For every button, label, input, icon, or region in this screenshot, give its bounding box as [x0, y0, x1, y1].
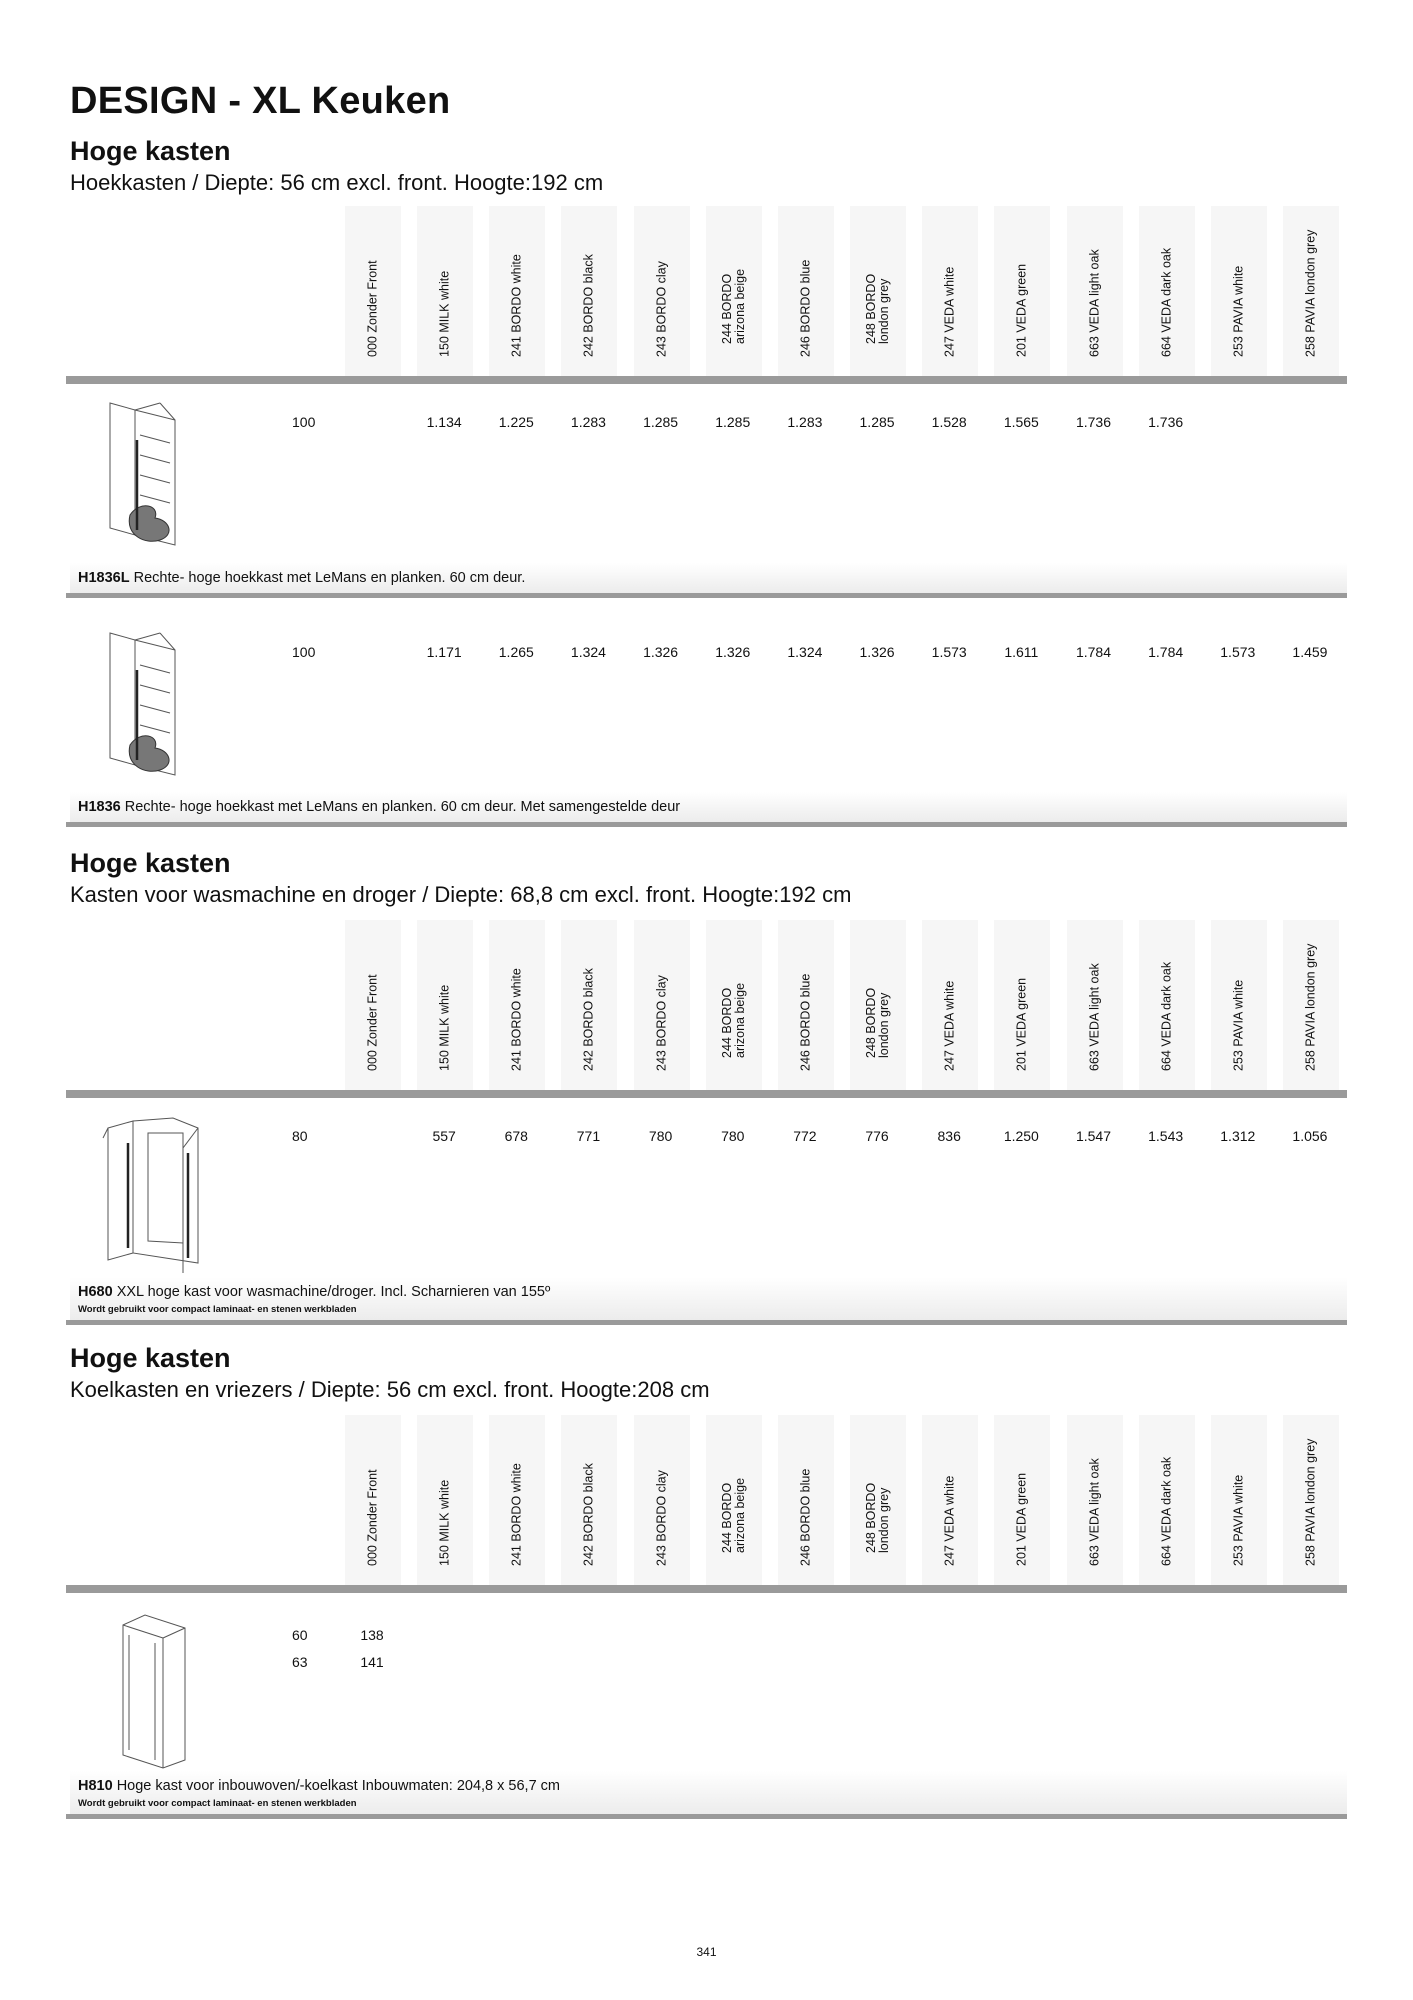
column-header — [634, 206, 690, 376]
column-header — [706, 920, 762, 1090]
column-header-line: 664 VEDA dark oak — [1159, 1456, 1174, 1566]
product-description — [78, 799, 680, 815]
product-description — [78, 1284, 550, 1300]
column-header — [1283, 206, 1339, 376]
laundry-cabinet-illustration — [98, 1113, 208, 1273]
price-cell: 1.312 — [1220, 1128, 1256, 1144]
price-cell: 771 — [576, 1128, 601, 1144]
price-cell: 678 — [504, 1128, 528, 1144]
price-cell: 1.285 — [859, 414, 895, 430]
corner-cabinet-illustration — [100, 630, 210, 785]
column-header-line: 258 PAVIA london grey — [1303, 1438, 1318, 1566]
column-header-label — [367, 974, 380, 1071]
column-header-label — [1160, 962, 1173, 1071]
column-header-label — [511, 1463, 524, 1566]
column-header — [922, 206, 978, 376]
column-header-line: 246 BORDO blue — [798, 1468, 813, 1566]
column-header-line: 663 VEDA light oak — [1087, 963, 1101, 1071]
column-header — [1139, 1415, 1195, 1585]
price-cell: 1.573 — [1220, 644, 1256, 660]
column-header — [850, 206, 906, 376]
column-header-line: 242 BORDO black — [581, 1463, 596, 1566]
column-header-line: london grey — [877, 278, 892, 344]
product-code: H680 — [78, 1284, 113, 1300]
column-header — [1067, 920, 1123, 1090]
section-subtitle: Hoekkasten / Diepte: 56 cm excl. front. Hoogte:192 cm — [70, 170, 604, 195]
product-description-band — [70, 792, 1347, 822]
column-header-label — [367, 260, 380, 357]
column-header-line: 201 VEDA green — [1014, 977, 1029, 1071]
header-divider — [66, 376, 1347, 384]
section-title: Hoge kasten — [70, 848, 231, 878]
column-header — [1283, 920, 1339, 1090]
column-header-label — [655, 261, 668, 357]
header-divider — [66, 1585, 1347, 1593]
column-header-line: 253 PAVIA white — [1231, 979, 1246, 1071]
column-header-line: 258 PAVIA london grey — [1303, 943, 1318, 1071]
column-header — [778, 1415, 834, 1585]
column-header — [778, 206, 834, 376]
product-note: Wordt gebruikt voor compact laminaat- en stenen werkbladen — [78, 1798, 357, 1809]
column-header — [489, 206, 545, 376]
price-cell: 1.459 — [1292, 644, 1328, 660]
column-header-label — [721, 1478, 747, 1553]
price-cell: 780 — [648, 1128, 673, 1144]
column-header — [417, 206, 473, 376]
column-header — [1211, 1415, 1267, 1585]
product-text: Hoge kast voor inbouwoven/-koelkast Inbouwmaten: 204,8 x 56,7 cm — [112, 1778, 561, 1794]
column-header-label — [1016, 978, 1029, 1071]
product-code: H1836L — [78, 570, 130, 586]
column-header-line: 241 BORDO white — [509, 968, 524, 1071]
column-header-line: 244 BORDO — [719, 273, 734, 344]
price-cell: 1.543 — [1148, 1128, 1184, 1144]
price-cell: 1.784 — [1148, 644, 1184, 660]
section-title: Hoge kasten — [70, 1343, 231, 1373]
column-header-line: london grey — [877, 992, 892, 1058]
column-header-line: 244 BORDO — [719, 1482, 734, 1553]
column-header — [1211, 920, 1267, 1090]
column-header-row — [0, 1415, 1413, 1585]
column-header-line: 000 Zonder Front — [365, 974, 380, 1071]
price-cell: 1.324 — [570, 644, 606, 660]
price-cell: 1.250 — [1003, 1128, 1039, 1144]
product-description-band — [70, 1771, 1347, 1814]
column-header-line: 201 VEDA green — [1014, 263, 1029, 357]
column-header-line: 241 BORDO white — [509, 1463, 524, 1566]
column-header-label — [439, 985, 452, 1071]
column-header-line: 258 PAVIA london grey — [1303, 229, 1318, 357]
column-header-label — [799, 260, 812, 357]
price-cell: 1.736 — [1148, 414, 1184, 430]
price-cell: 1.326 — [859, 644, 895, 660]
column-header — [994, 1415, 1050, 1585]
column-header — [922, 920, 978, 1090]
column-header — [706, 1415, 762, 1585]
column-header — [1211, 206, 1267, 376]
column-header-label — [1016, 1473, 1029, 1566]
column-header-label — [721, 269, 747, 344]
column-header-line: 243 BORDO clay — [654, 975, 669, 1071]
column-header-label — [1304, 944, 1317, 1071]
page-number: 341 — [696, 1945, 717, 1959]
product-text: XXL hoge kast voor wasmachine/droger. Incl. Scharnieren van 155º — [112, 1284, 551, 1300]
section-title: Hoge kasten — [70, 136, 231, 166]
column-header-line: 253 PAVIA white — [1231, 265, 1246, 357]
column-header — [994, 920, 1050, 1090]
column-header — [345, 1415, 401, 1585]
column-header-label — [944, 981, 957, 1071]
column-header-label — [799, 974, 812, 1071]
section-subtitle: Kasten voor wasmachine en droger / Diepte: 68,8 cm excl. front. Hoogte:192 cm — [70, 882, 852, 907]
column-header-label — [1160, 1457, 1173, 1566]
column-header-label — [1232, 980, 1245, 1071]
product-text: Rechte- hoge hoekkast met LeMans en planken. 60 cm deur. — [129, 570, 526, 586]
width-cell: 100 — [292, 414, 316, 430]
price-cell: 1.573 — [931, 644, 967, 660]
product-note: Wordt gebruikt voor compact laminaat- en stenen werkbladen — [78, 1304, 357, 1315]
column-header-line: 248 BORDO — [864, 987, 879, 1058]
column-header-label — [1304, 230, 1317, 357]
column-header-label — [944, 267, 957, 357]
column-header — [489, 1415, 545, 1585]
header-divider — [66, 1090, 1347, 1098]
product-code: H1836 — [78, 799, 121, 815]
column-header — [345, 206, 401, 376]
column-header-label — [583, 968, 596, 1071]
column-header-line: 247 VEDA white — [942, 266, 957, 357]
column-header-label — [439, 271, 452, 357]
price-cell: 138 — [360, 1627, 384, 1643]
column-header-line: 664 VEDA dark oak — [1159, 961, 1174, 1071]
column-header-label — [865, 988, 891, 1058]
price-cell: 1.326 — [715, 644, 751, 660]
column-header-line: 246 BORDO blue — [798, 973, 813, 1071]
column-header-line: 248 BORDO — [864, 273, 879, 344]
section-subtitle: Koelkasten en vriezers / Diepte: 56 cm excl. front. Hoogte:208 cm — [70, 1377, 710, 1402]
column-header — [850, 920, 906, 1090]
column-header-line: arizona beige — [732, 1477, 747, 1553]
column-header-line: 253 PAVIA white — [1231, 1474, 1246, 1566]
product-code: H810 — [78, 1778, 113, 1794]
price-cell: 772 — [793, 1128, 817, 1144]
column-header-line: 243 BORDO clay — [654, 261, 669, 357]
column-header — [561, 920, 617, 1090]
column-header-label — [439, 1480, 452, 1566]
price-cell: 557 — [432, 1128, 456, 1144]
price-cell: 1.285 — [715, 414, 751, 430]
price-cell: 1.283 — [787, 414, 823, 430]
column-header-label — [1088, 1458, 1101, 1566]
price-cell: 1.134 — [426, 414, 462, 430]
column-header — [1067, 1415, 1123, 1585]
price-cell: 1.565 — [1003, 414, 1039, 430]
price-cell: 1.056 — [1292, 1128, 1328, 1144]
price-cell: 1.324 — [787, 644, 823, 660]
column-header-line: 663 VEDA light oak — [1087, 1458, 1101, 1566]
price-cell: 1.265 — [498, 644, 534, 660]
column-header-line: 243 BORDO clay — [654, 1470, 669, 1566]
width-cell: 80 — [292, 1128, 308, 1144]
column-header-line: 000 Zonder Front — [365, 260, 380, 357]
price-cell: 1.326 — [643, 644, 679, 660]
column-header-line: arizona beige — [732, 982, 747, 1058]
column-header — [561, 206, 617, 376]
width-cell: 60 — [292, 1627, 308, 1643]
price-cell: 1.225 — [498, 414, 534, 430]
column-header-line: 241 BORDO white — [509, 254, 524, 357]
price-cell: 1.171 — [426, 644, 462, 660]
column-header-label — [865, 274, 891, 344]
product-description — [78, 570, 525, 586]
column-header — [417, 1415, 473, 1585]
column-header-label — [799, 1469, 812, 1566]
column-header-line: 150 MILK white — [437, 270, 452, 357]
column-header — [345, 920, 401, 1090]
column-header-line: 247 VEDA white — [942, 1475, 957, 1566]
price-cell: 1.784 — [1075, 644, 1112, 660]
column-header-line: 664 VEDA dark oak — [1159, 247, 1174, 357]
column-header — [417, 920, 473, 1090]
price-cell: 776 — [865, 1128, 889, 1144]
column-header-label — [583, 254, 596, 357]
row-divider — [66, 822, 1347, 827]
price-cell: 1.285 — [643, 414, 679, 430]
column-header-line: 248 BORDO — [864, 1482, 879, 1553]
column-header — [706, 206, 762, 376]
column-header-line: 242 BORDO black — [581, 254, 596, 357]
page-title: DESIGN - XL Keuken — [70, 80, 451, 122]
column-header — [1139, 920, 1195, 1090]
column-header — [634, 1415, 690, 1585]
column-header-line: 150 MILK white — [437, 1479, 452, 1566]
column-header-label — [583, 1463, 596, 1566]
product-description-band — [70, 563, 1347, 593]
column-header-label — [367, 1469, 380, 1566]
column-header-line: 242 BORDO black — [581, 968, 596, 1071]
column-header — [489, 920, 545, 1090]
column-header — [561, 1415, 617, 1585]
column-header-line: 244 BORDO — [719, 987, 734, 1058]
price-cell: 1.736 — [1075, 414, 1112, 430]
column-header-line: london grey — [877, 1487, 892, 1553]
column-header-label — [655, 1470, 668, 1566]
column-header-label — [1160, 248, 1173, 357]
column-header-label — [1088, 249, 1101, 357]
corner-cabinet-illustration — [100, 400, 210, 555]
column-header-line: 247 VEDA white — [942, 980, 957, 1071]
column-header-label — [944, 1476, 957, 1566]
column-header — [778, 920, 834, 1090]
column-header-label — [655, 975, 668, 1071]
column-header-label — [865, 1483, 891, 1553]
price-cell: 141 — [360, 1654, 384, 1670]
width-cell: 63 — [292, 1654, 308, 1670]
column-header — [922, 1415, 978, 1585]
column-header — [1283, 1415, 1339, 1585]
row-divider — [66, 1814, 1347, 1819]
price-cell: 1.528 — [931, 414, 967, 430]
row-divider — [66, 593, 1347, 598]
column-header-label — [721, 983, 747, 1058]
tall-cabinet-illustration — [115, 1610, 195, 1770]
column-header-label — [511, 968, 524, 1071]
column-header-row — [0, 206, 1413, 376]
product-description-band — [70, 1277, 1347, 1320]
column-header-label — [1088, 963, 1101, 1071]
column-header-line: 663 VEDA light oak — [1087, 249, 1101, 357]
column-header-line: arizona beige — [732, 268, 747, 344]
price-cell: 780 — [721, 1128, 745, 1144]
price-cell: 836 — [937, 1128, 961, 1144]
column-header-line: 150 MILK white — [437, 984, 452, 1071]
column-header — [1067, 206, 1123, 376]
column-header — [994, 206, 1050, 376]
column-header-label — [1232, 1475, 1245, 1566]
column-header — [634, 920, 690, 1090]
row-divider — [66, 1320, 1347, 1325]
product-text: Rechte- hoge hoekkast met LeMans en planken. 60 cm deur. Met samengestelde deur — [120, 799, 681, 815]
price-cell: 1.547 — [1075, 1128, 1112, 1144]
column-header-label — [1304, 1439, 1317, 1566]
column-header-row — [0, 920, 1413, 1090]
column-header — [850, 1415, 906, 1585]
column-header-label — [1016, 264, 1029, 357]
column-header-line: 201 VEDA green — [1014, 1472, 1029, 1566]
column-header-label — [511, 254, 524, 357]
price-cell: 1.611 — [1004, 644, 1039, 660]
width-cell: 100 — [292, 644, 316, 660]
column-header-label — [1232, 266, 1245, 357]
column-header-line: 246 BORDO blue — [798, 259, 813, 357]
price-cell: 1.283 — [570, 414, 606, 430]
column-header — [1139, 206, 1195, 376]
product-description — [78, 1778, 560, 1794]
column-header-line: 000 Zonder Front — [365, 1469, 380, 1566]
